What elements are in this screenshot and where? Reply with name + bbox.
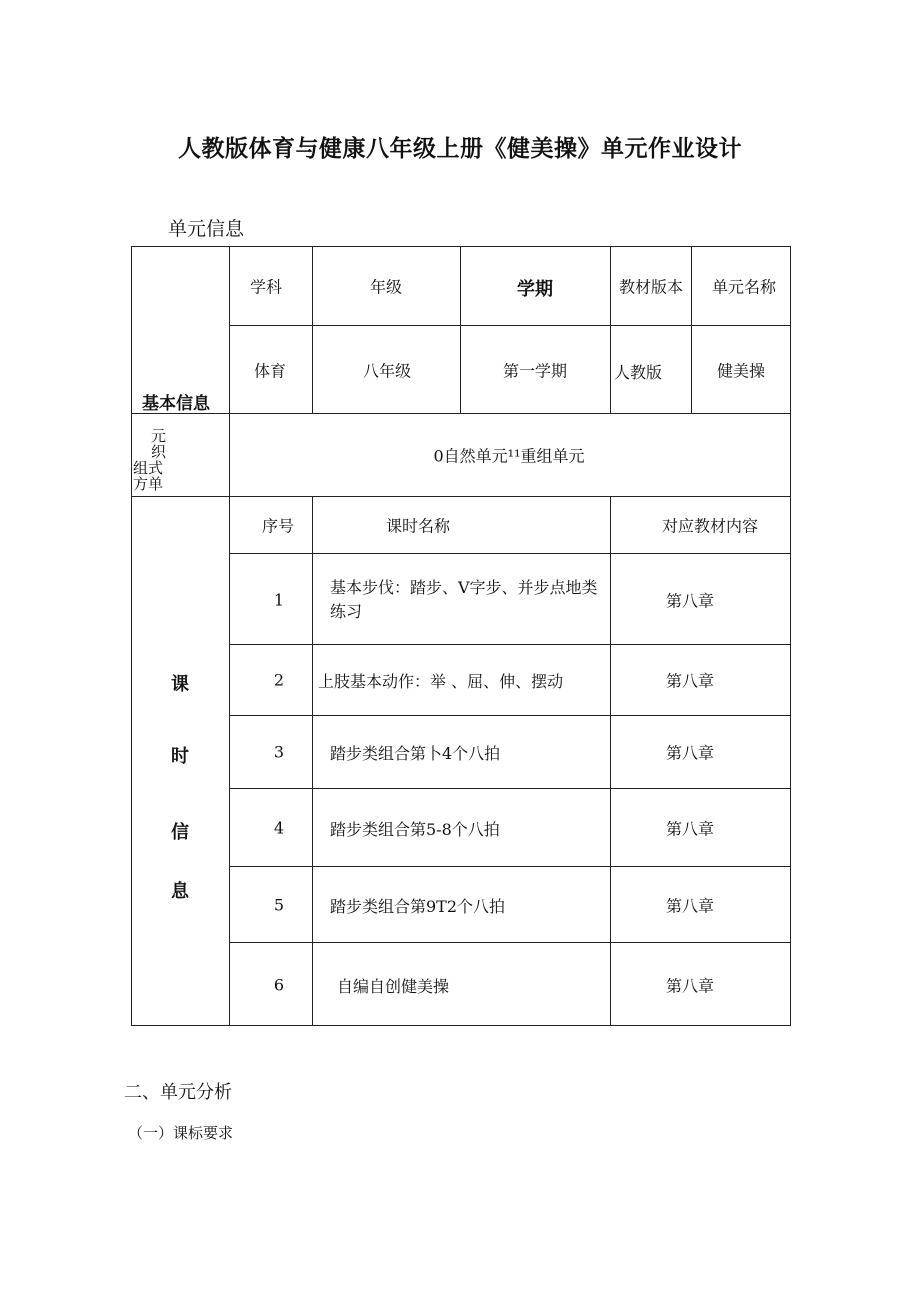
lesson-number: 2: [273, 670, 285, 690]
table-rule: [229, 715, 791, 716]
lesson-name: 自编自创健美操: [337, 977, 450, 996]
lesson-name: 踏步类组合第9T2个八拍: [330, 897, 506, 916]
lesson-number: 4: [273, 818, 285, 838]
table-rule: [229, 866, 791, 867]
value-unit-name: 健美操: [716, 361, 766, 381]
lesson-name: 上肢基本动作：举 、屈、伸、摆动: [318, 672, 564, 691]
lesson-content: 第八章: [665, 671, 715, 691]
value-subject: 体育: [253, 361, 287, 381]
lesson-content: 第八章: [665, 743, 715, 763]
lesson-content: 第八章: [665, 896, 715, 916]
document-title: 人教版体育与健康八年级上册《健美操》单元作业设计: [178, 136, 742, 162]
lesson-header-number: 序号: [261, 516, 295, 536]
lesson-number: 1: [273, 590, 285, 610]
header-subject: 学科: [249, 277, 283, 297]
table-rule: [229, 788, 791, 789]
table-rule: [131, 496, 791, 497]
lesson-name: 基本步伐：踏步、V字步、并步点地类练习: [330, 578, 598, 621]
subsection-heading-curriculum-requirements: （一）课标要求: [128, 1124, 234, 1142]
lesson-content: 第八章: [665, 976, 715, 996]
lesson-info-label-char: 息: [171, 881, 189, 902]
value-grade: 八年级: [362, 361, 412, 381]
lesson-info-label-char: 信: [171, 822, 189, 843]
header-semester: 学期: [517, 279, 553, 300]
lesson-number: 6: [273, 975, 285, 995]
organization-value: 0自然单元¹¹重组单元: [433, 446, 585, 466]
org-label-line: 组式: [133, 459, 164, 477]
table-rule: [312, 496, 313, 1026]
table-rule: [229, 246, 230, 1026]
lesson-info-label-char: 时: [171, 746, 189, 767]
table-rule: [229, 942, 791, 943]
lesson-name: 踏步类组合第卜4个八拍: [330, 744, 501, 763]
header-grade: 年级: [369, 277, 403, 297]
lesson-number: 3: [273, 742, 285, 762]
header-unit-name: 单元名称: [711, 277, 777, 297]
lesson-info-label-char: 课: [171, 674, 189, 695]
table-rule: [229, 644, 791, 645]
basic-info-label: 基本信息: [142, 394, 210, 414]
value-semester: 第一学期: [502, 361, 568, 381]
lesson-header-name: 课时名称: [385, 516, 451, 536]
org-label-line: 元: [151, 427, 167, 445]
lesson-name: 踏步类组合第5-8个八拍: [330, 820, 500, 839]
table-rule: [229, 325, 791, 326]
org-label-line: 方单: [133, 475, 164, 493]
table-rule: [312, 246, 313, 413]
org-label-line: 织: [151, 443, 167, 461]
table-rule: [610, 496, 611, 1026]
header-textbook-edition: 教材版本: [618, 277, 684, 297]
table-rule: [229, 553, 791, 554]
table-rule: [131, 413, 791, 414]
table-rule: [460, 246, 461, 413]
section-heading-unit-analysis: 二、单元分析: [124, 1082, 232, 1103]
lesson-content: 第八章: [665, 591, 715, 611]
section-label-unit-info: 单元信息: [168, 218, 245, 240]
value-textbook-edition: 人教版: [614, 363, 663, 382]
lesson-number: 5: [273, 895, 285, 915]
table-rule: [610, 246, 611, 413]
table-rule: [691, 246, 692, 413]
lesson-content: 第八章: [665, 819, 715, 839]
lesson-header-content: 对应教材内容: [661, 516, 759, 536]
